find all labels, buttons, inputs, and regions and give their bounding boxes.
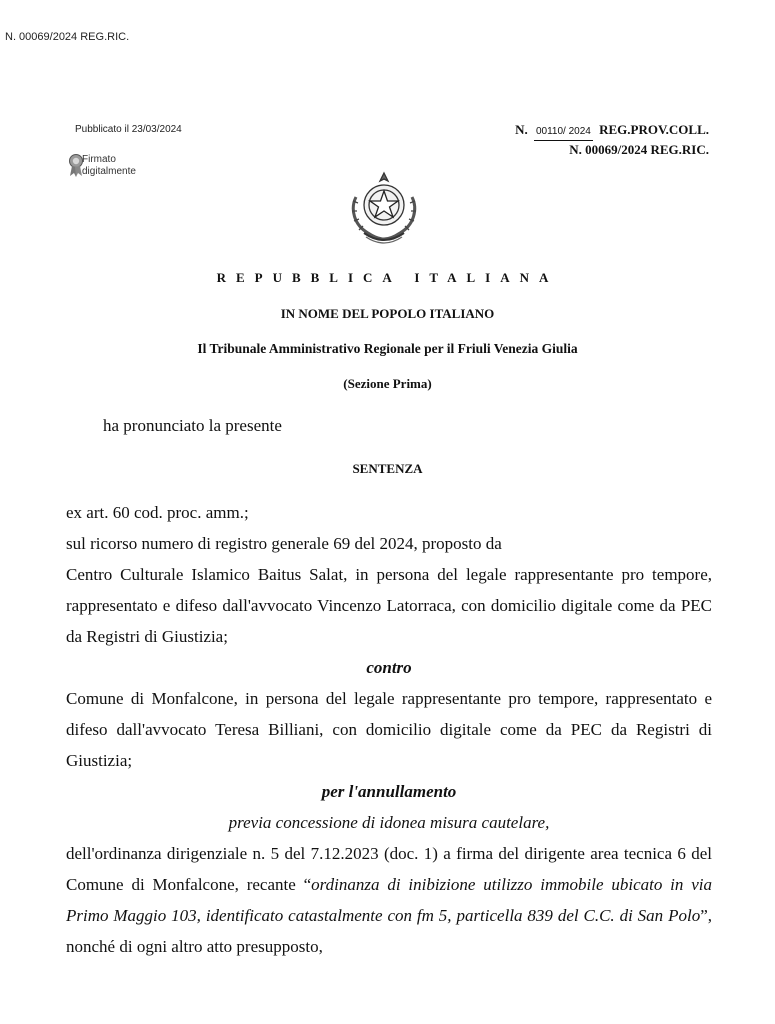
- ex-art-line: ex art. 60 cod. proc. amm.;: [66, 503, 249, 522]
- tribunale-heading: Il Tribunale Amministrativo Regionale per il Friuli Venezia Giulia: [197, 341, 578, 356]
- ricorrente-paragraph: Centro Culturale Islamico Baitus Salat, in persona del legale rappresentante pro tempore, rappresentato e difeso dall'avvocato Vincenzo Latorraca, con domicilio digitale come da PEC da Registri di Giustizia;: [66, 565, 712, 646]
- reg-ric-line: N. 00069/2024 REG.RIC.: [569, 142, 709, 157]
- prov-number: 00110/ 2024: [534, 123, 593, 141]
- prov-coll-line: [515, 121, 709, 141]
- digital-signature-label: [82, 154, 136, 178]
- resistente-paragraph: Comune di Monfalcone, in persona del legale rappresentante pro tempore, rappresentato e difeso dall'avvocato Teresa Billiani, con domicilio digitale come da PEC da Registri di Giustizia;: [66, 689, 712, 770]
- previa-line: previa concessione di idonea misura cautelare,: [228, 813, 550, 832]
- republic-heading: REPUBBLICA ITALIANA: [216, 270, 559, 285]
- badge-line-1: Firmato: [82, 154, 116, 165]
- header-reference: N. 00069/2024 REG.RIC.: [5, 31, 130, 43]
- ordinanza-outro: ”, nonché di ogni altro atto presupposto,: [66, 906, 712, 956]
- prov-suffix: REG.PROV.COLL.: [599, 122, 709, 137]
- ordinanza-intro: dell'ordinanza dirigenziale n. 5 del 7.12.2023 (doc. 1) a firma del dirigente area tecnica 6 del Comune di Monfalcone, recante “: [66, 844, 712, 894]
- publication-date: Pubblicato il 23/03/2024: [75, 124, 182, 135]
- ordinanza-paragraph: [66, 838, 712, 962]
- annullamento-heading: per l'annullamento: [321, 782, 457, 801]
- badge-line-2: digitalmente: [82, 166, 136, 177]
- prov-prefix: N.: [515, 122, 528, 137]
- ricorso-line: sul ricorso numero di registro generale 69 del 2024, proposto da: [66, 534, 502, 553]
- contro-heading: contro: [366, 658, 412, 677]
- ordinanza-quote: ordinanza di inibizione utilizzo immobile ubicato in via Primo Maggio 103, identificato catastalmente con fm 5, particella 839 del C.C. di San Polo: [66, 875, 712, 925]
- italian-republic-emblem-icon: [344, 167, 424, 249]
- pronunciato-line: ha pronunciato la presente: [103, 416, 282, 435]
- nome-popolo-heading: IN NOME DEL POPOLO ITALIANO: [280, 306, 495, 321]
- reference-block: [515, 121, 709, 158]
- sezione-heading: (Sezione Prima): [343, 376, 432, 391]
- document-body: [66, 497, 712, 962]
- sentenza-heading: SENTENZA: [352, 461, 423, 476]
